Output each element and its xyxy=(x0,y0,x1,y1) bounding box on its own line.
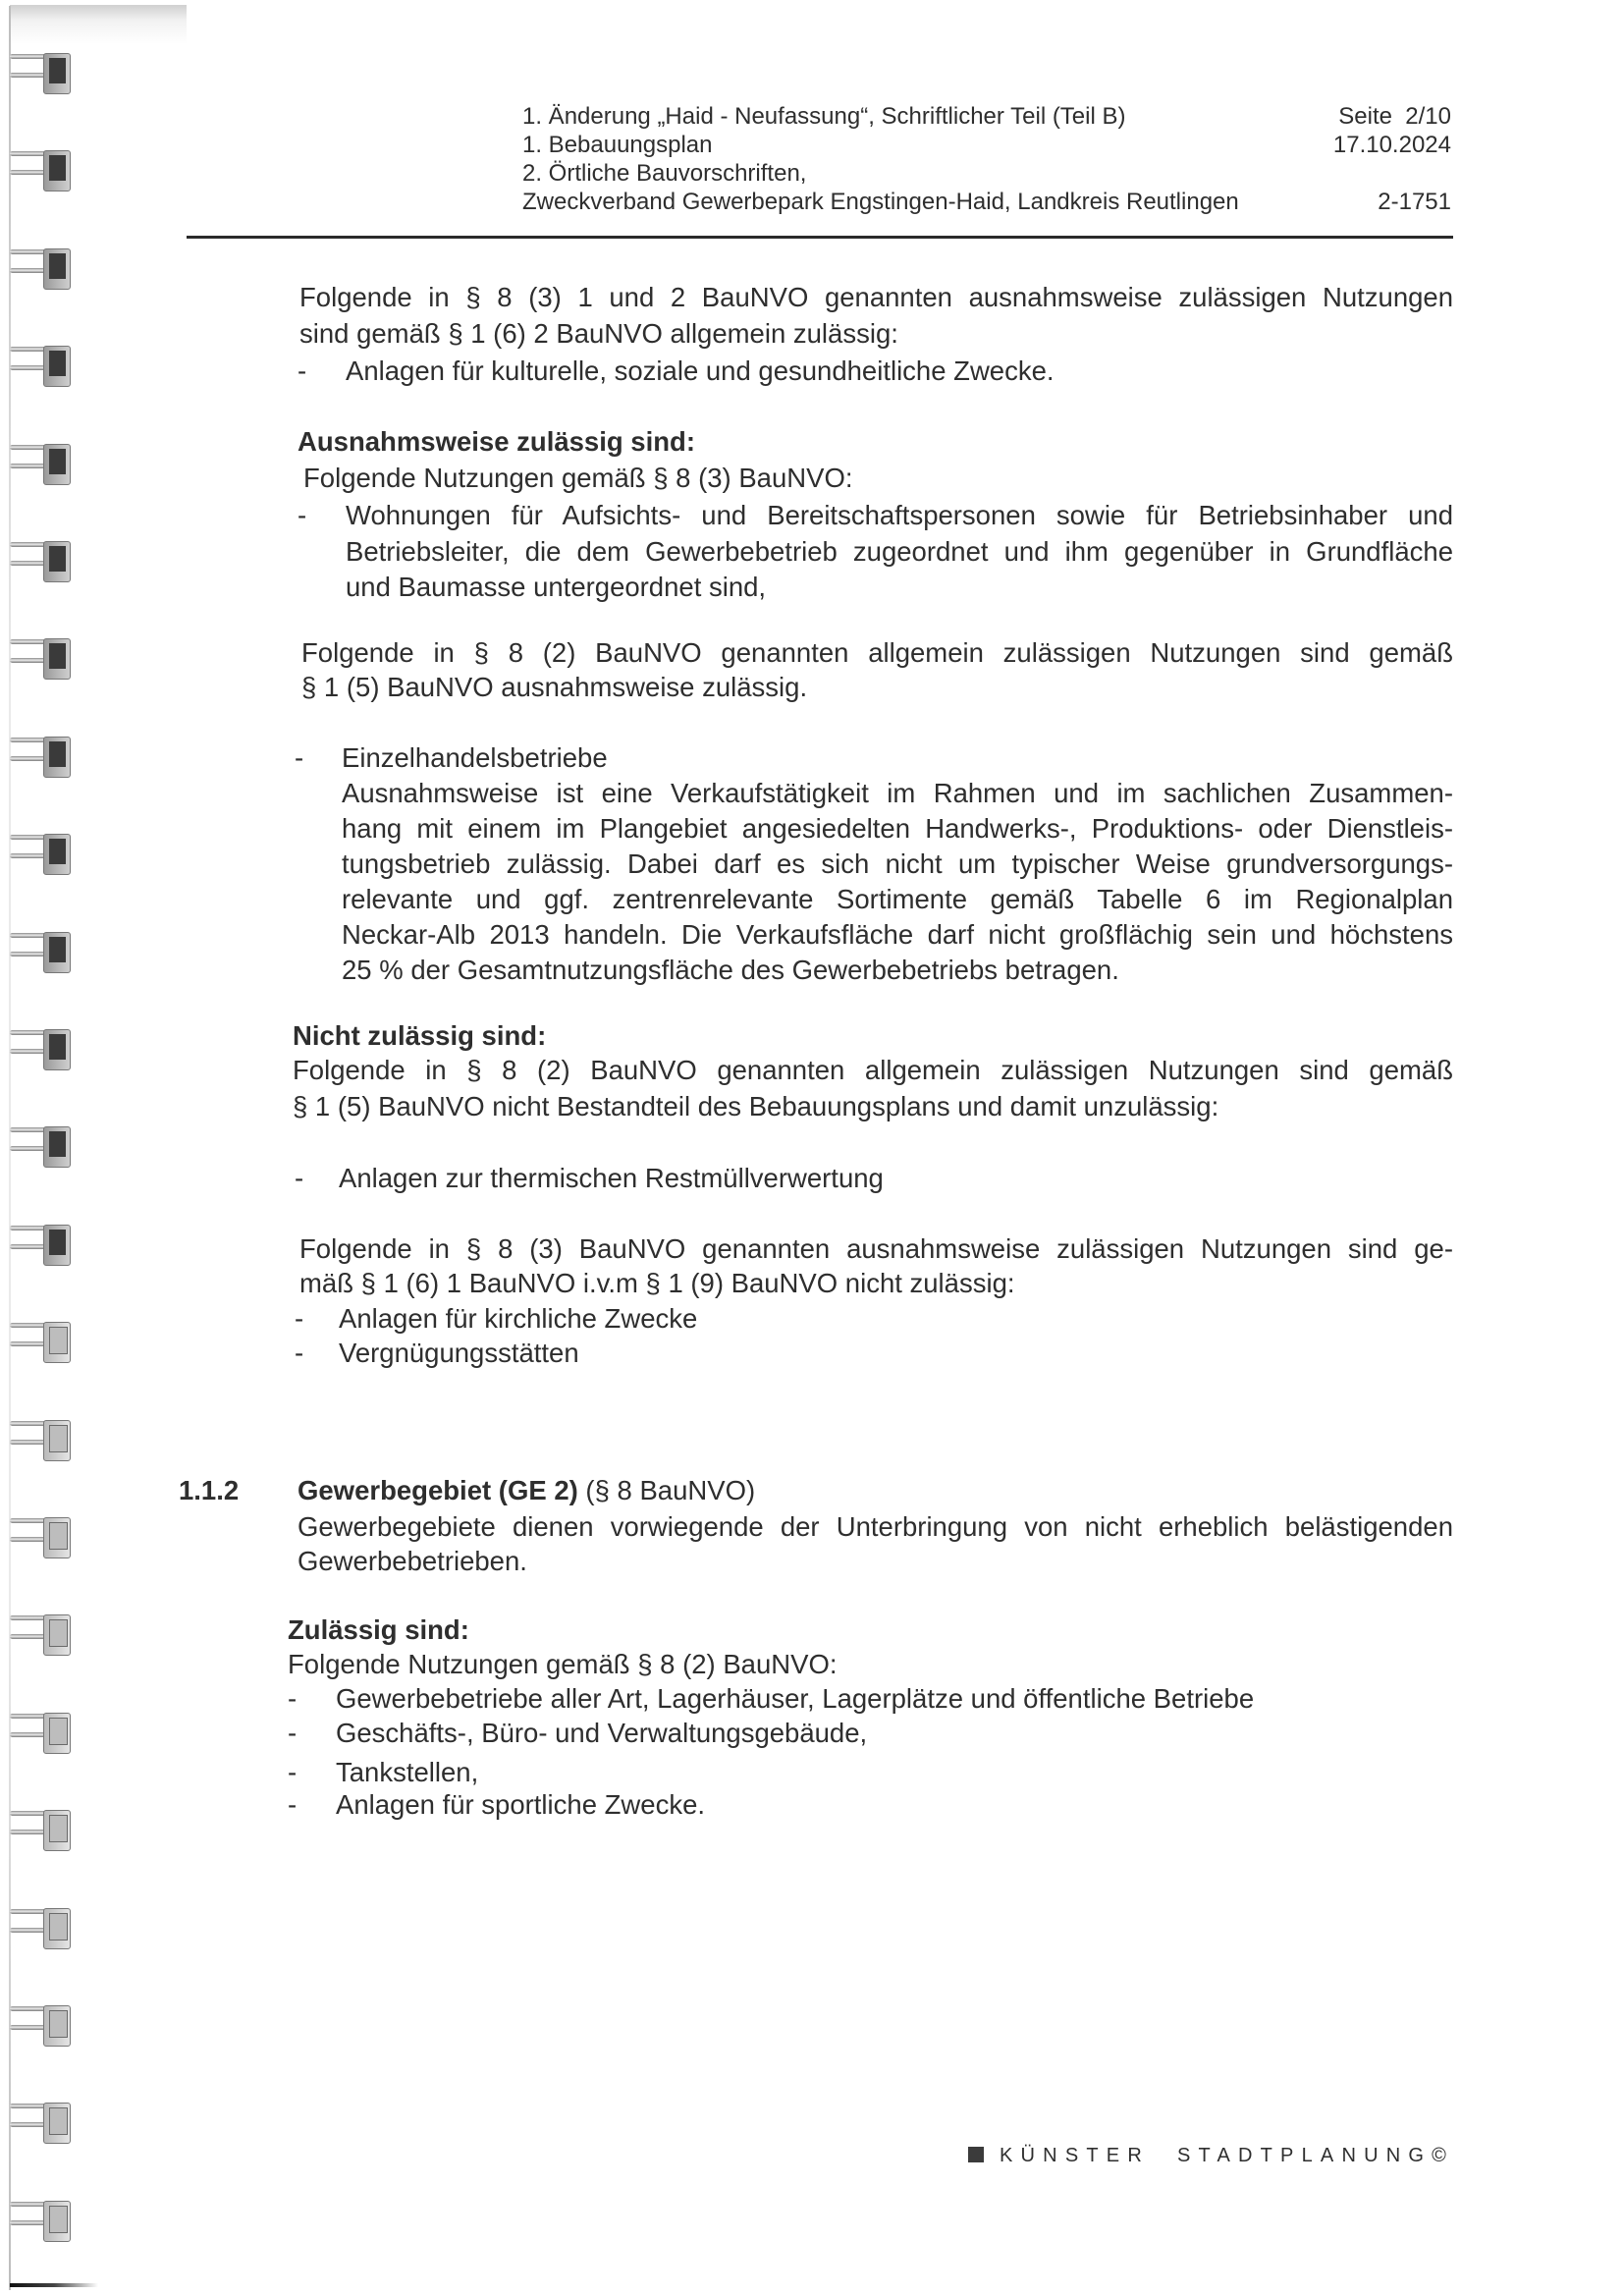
binding-ring xyxy=(10,637,71,681)
binding-ring xyxy=(10,1028,71,1071)
binding-ring xyxy=(10,149,71,192)
binding-ring xyxy=(10,1224,71,1267)
page-number: Seite 2/10 xyxy=(1338,103,1451,130)
list-item-line: Neckar-Alb 2013 handeln. Die Verkaufsfläche darf nicht großflächig sein und höchstens xyxy=(342,919,1453,950)
list-item: Geschäfts-, Büro- und Verwaltungsgebäude, xyxy=(336,1718,868,1748)
paragraph-line: Folgende in § 8 (3) BauNVO genannten ausnahmsweise zulässigen Nutzungen sind ge- xyxy=(299,1233,1453,1264)
list-item-line: und Baumasse untergeordnet sind, xyxy=(346,572,767,602)
header-subtitle-2: 2. Örtliche Bauvorschriften, xyxy=(522,160,807,187)
paragraph-line: sind gemäß § 1 (6) 2 BauNVO allgemein zulässig: xyxy=(299,318,898,349)
list-bullet: - xyxy=(298,500,307,530)
page-edge-bottom xyxy=(10,2283,98,2287)
list-item-line: Ausnahmsweise ist eine Verkaufstätigkeit im Rahmen und im sachlichen Zusammen- xyxy=(342,778,1453,808)
page-shadow xyxy=(10,5,187,44)
paragraph-line: § 1 (5) BauNVO ausnahmsweise zulässig. xyxy=(301,672,808,702)
binding-ring xyxy=(10,52,71,95)
paragraph-line: Folgende Nutzungen gemäß § 8 (3) BauNVO: xyxy=(303,463,853,493)
header-client: Zweckverband Gewerbepark Engstingen-Haid, Landkreis Reutlingen xyxy=(522,189,1239,215)
document-meta xyxy=(1325,102,1451,216)
paragraph-line: § 1 (5) BauNVO nicht Bestandteil des Bebauungsplans und damit unzulässig: xyxy=(293,1091,1219,1121)
binding-ring xyxy=(10,540,71,583)
paragraph-line: mäß § 1 (6) 1 BauNVO i.v.m § 1 (9) BauNVO nicht zulässig: xyxy=(299,1268,1015,1298)
list-item: Anlagen für sportliche Zwecke. xyxy=(336,1789,706,1820)
document-number: 2-1751 xyxy=(1378,189,1451,215)
copyright-icon: © xyxy=(1432,2145,1446,2166)
section-heading: Zulässig sind: xyxy=(288,1614,469,1645)
paragraph-line: Folgende in § 8 (3) 1 und 2 BauNVO genannten ausnahmsweise zulässigen Nutzungen xyxy=(299,282,1453,312)
brand-word-1: KÜNSTER xyxy=(1000,2145,1150,2166)
binding-ring xyxy=(10,345,71,388)
binding-ring xyxy=(10,931,71,974)
binding-ring xyxy=(10,1809,71,1852)
section-title xyxy=(298,1473,755,1508)
header-title: 1. Änderung „Haid - Neufassung“, Schriftlicher Teil (Teil B) xyxy=(522,103,1126,130)
list-bullet: - xyxy=(295,1338,304,1368)
binding-ring xyxy=(10,1321,71,1364)
list-item-line: tungsbetrieb zulässig. Dabei darf es sich nicht um typischer Weise grundversorgungs- xyxy=(342,848,1453,879)
footer-brand xyxy=(968,2142,1446,2169)
list-bullet: - xyxy=(288,1683,298,1714)
header-divider xyxy=(187,236,1453,239)
section-title-ref: (§ 8 BauNVO) xyxy=(577,1475,756,1505)
list-item-line: relevante und ggf. zentrenrelevante Sortimente gemäß Tabelle 6 im Regionalplan xyxy=(342,884,1453,914)
paragraph-line: Folgende Nutzungen gemäß § 8 (2) BauNVO: xyxy=(288,1649,838,1679)
section-heading: Nicht zulässig sind: xyxy=(293,1020,547,1051)
list-item: Tankstellen, xyxy=(336,1757,479,1787)
paragraph-line: Folgende in § 8 (2) BauNVO genannten allgemein zulässigen Nutzungen sind gemäß xyxy=(293,1055,1453,1085)
binding-ring xyxy=(10,736,71,779)
binding-ring xyxy=(10,1907,71,1950)
list-bullet: - xyxy=(295,742,304,773)
binding-ring xyxy=(10,2200,71,2243)
section-heading: Ausnahmsweise zulässig sind: xyxy=(298,426,695,457)
list-bullet: - xyxy=(288,1789,298,1820)
list-bullet: - xyxy=(295,1163,304,1193)
list-item: Anlagen für kulturelle, soziale und gesundheitliche Zwecke. xyxy=(346,355,1055,386)
binding-ring xyxy=(10,1419,71,1462)
header-subtitle-1: 1. Bebauungsplan xyxy=(522,132,713,158)
list-bullet: - xyxy=(288,1718,298,1748)
list-item: Vergnügungsstätten xyxy=(339,1338,579,1368)
list-item-line: 25 % der Gesamtnutzungsfläche des Gewerbebetriebs betragen. xyxy=(342,955,1119,985)
list-item: Gewerbebetriebe aller Art, Lagerhäuser, Lagerplätze und öffentliche Betriebe xyxy=(336,1683,1255,1714)
list-bullet: - xyxy=(298,355,307,386)
document-header xyxy=(522,102,1239,216)
list-item: Anlagen zur thermischen Restmüllverwertung xyxy=(339,1163,884,1193)
list-item-title: Einzelhandelsbetriebe xyxy=(342,742,608,773)
binding-ring xyxy=(10,2004,71,2048)
paragraph-line: Gewerbegebiete dienen vorwiegende der Unterbringung von nicht erheblich belästigenden xyxy=(298,1511,1453,1542)
binding-ring xyxy=(10,1613,71,1657)
paragraph-line: Folgende in § 8 (2) BauNVO genannten allgemein zulässigen Nutzungen sind gemäß xyxy=(301,637,1453,668)
list-bullet: - xyxy=(288,1757,298,1787)
document-date: 17.10.2024 xyxy=(1332,132,1451,158)
brand-word-2: STADTPLANUNG xyxy=(1176,2145,1433,2166)
list-item: Anlagen für kirchliche Zwecke xyxy=(339,1303,698,1334)
binding-ring xyxy=(10,247,71,291)
binding-ring xyxy=(10,1712,71,1755)
brand-square-icon xyxy=(968,2147,984,2162)
list-item-line: hang mit einem im Plangebiet angesiedelten Handwerks-, Produktions- oder Dienstleis- xyxy=(342,813,1453,844)
paragraph-line: Gewerbebetrieben. xyxy=(298,1546,527,1576)
list-item-line: Betriebsleiter, die dem Gewerbebetrieb zugeordnet und ihm gegenüber in Grundfläche xyxy=(346,536,1453,567)
binding-ring xyxy=(10,2102,71,2145)
binding-ring xyxy=(10,443,71,486)
section-number: 1.1.2 xyxy=(179,1475,240,1505)
list-item-line: Wohnungen für Aufsichts- und Bereitschaftspersonen sowie für Betriebsinhaber und xyxy=(346,500,1453,530)
list-bullet: - xyxy=(295,1303,304,1334)
binding-ring xyxy=(10,1516,71,1559)
binding-ring xyxy=(10,833,71,876)
binding-ring xyxy=(10,1125,71,1169)
section-title-bold: Gewerbegebiet (GE 2) xyxy=(298,1475,578,1505)
